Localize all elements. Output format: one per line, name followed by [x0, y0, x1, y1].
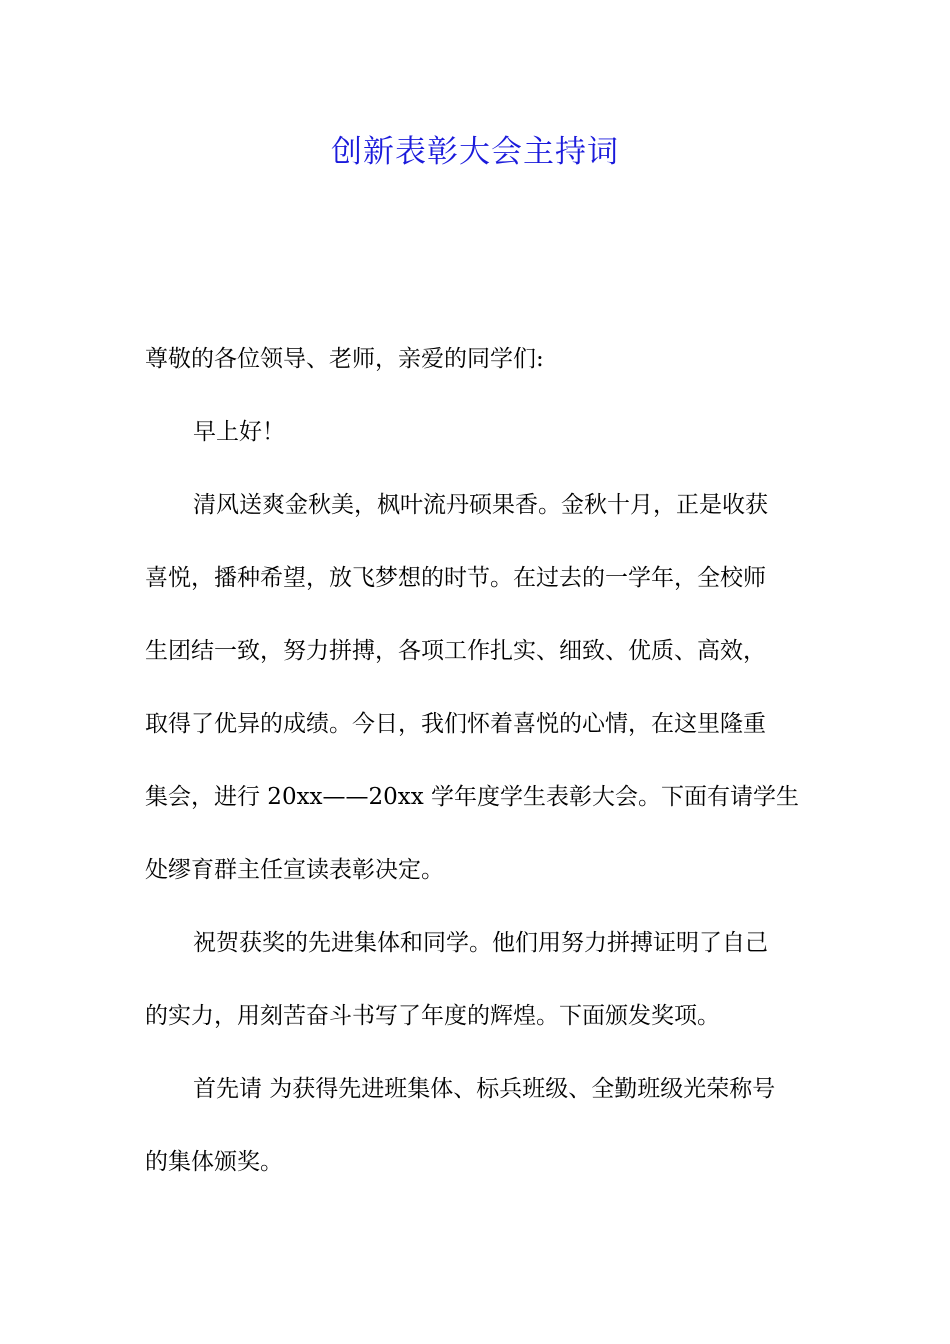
line-gap	[145, 598, 810, 632]
line-gap	[145, 817, 810, 851]
paragraph-line: 取得了优异的成绩。今日，我们怀着喜悦的心情，在这里隆重	[145, 711, 766, 737]
paragraph-gap	[145, 890, 810, 924]
line-gap	[145, 525, 810, 559]
paragraph-gap	[145, 1036, 810, 1070]
paragraph-line: 的集体颁奖。	[145, 1149, 283, 1175]
document-title: 创新表彰大会主持词	[331, 134, 619, 170]
paragraph-line: 的实力，用刻苦奋斗书写了年度的辉煌。下面颁发奖项。	[145, 1003, 720, 1029]
line-gap	[145, 744, 810, 778]
document-body	[145, 340, 810, 1182]
salutation-line: 尊敬的各位领导、老师，亲爱的同学们:	[145, 346, 544, 372]
paragraph-line: 集会，进行 20xx——20xx 学年度学生表彰大会。下面有请学生	[145, 784, 800, 810]
paragraph-gap	[145, 452, 810, 486]
line-gap	[145, 671, 810, 705]
paragraph-line: 喜悦，播种希望，放飞梦想的时节。在过去的一学年，全校师	[145, 565, 766, 591]
paragraph-gap	[145, 379, 810, 413]
line-gap	[145, 1109, 810, 1143]
greeting-line: 早上好！	[193, 419, 285, 445]
paragraph-line: 首先请 为获得先进班集体、标兵班级、全勤班级光荣称号	[193, 1076, 776, 1102]
paragraph-line: 生团结一致，努力拼搏，各项工作扎实、细致、优质、高效，	[145, 638, 766, 664]
line-gap	[145, 963, 810, 997]
paragraph-line: 祝贺获奖的先进集体和同学。他们用努力拼搏证明了自己	[193, 930, 768, 956]
paragraph-line: 清风送爽金秋美，枫叶流丹硕果香。金秋十月，正是收获	[193, 492, 768, 518]
paragraph-line: 处缪育群主任宣读表彰决定。	[145, 857, 444, 883]
